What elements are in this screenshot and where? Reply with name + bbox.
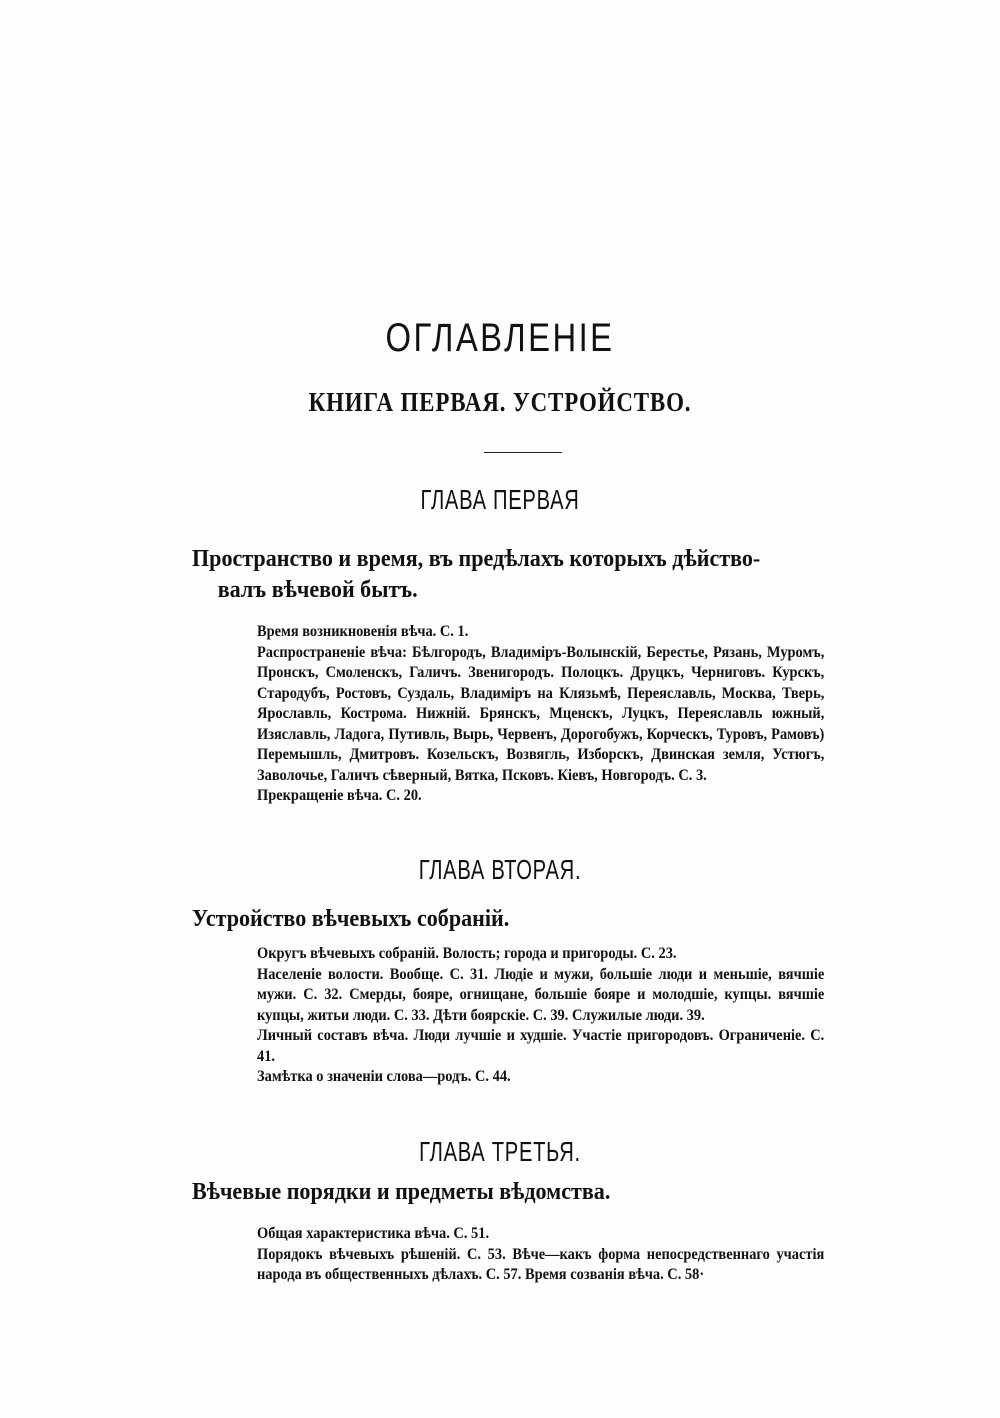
- toc-entry: Порядокъ вѣчевыхъ рѣшеній. С. 53. Вѣче—какъ форма непосредственнаго участія народа въ общественныхъ дѣлахъ. С. 57. Время созванія вѣча. С. 58·: [257, 1245, 825, 1283]
- chapter-heading: ГЛАВА ВТОРАЯ.: [418, 854, 582, 885]
- chapter-entries: [257, 622, 824, 807]
- divider: [484, 452, 562, 453]
- chapter-title-line: Устройство вѣчевыхъ собраній.: [192, 906, 510, 932]
- chapter-title-line: Вѣчевые порядки и предметы вѣдомства.: [192, 1179, 611, 1205]
- book-title: КНИГА ПЕРВАЯ. УСТРОЙСТВО.: [308, 387, 692, 417]
- chapter-title-line: Пространство и время, въ предѣлахъ которыхъ дѣйство-: [192, 546, 761, 572]
- toc-entry: Прекращеніе вѣча. С. 20.: [257, 787, 422, 804]
- chapter-heading: ГЛАВА ПЕРВАЯ: [420, 484, 580, 515]
- chapter-heading: ГЛАВА ТРЕТЬЯ.: [419, 1136, 581, 1167]
- chapter-title: [192, 1177, 818, 1208]
- chapter-entries: [257, 1224, 824, 1286]
- toc-entry: Время возникновенія вѣча. С. 1.: [257, 623, 469, 640]
- chapter-title: [192, 904, 818, 935]
- toc-entry: Общая характеристика вѣча. С. 51.: [257, 1225, 490, 1242]
- page-title: ОГЛАВЛЕНІЕ: [385, 316, 615, 360]
- toc-entry: Распространеніе вѣча: Бѣлгородъ, Владиміръ-Волынскій, Берестье, Рязань, Муромъ, Пронскъ, Смоленскъ, Галичъ. Звенигородъ. Полоцкъ. Друцкъ, Черниговъ. Курскъ, Стародубъ, Ростовъ, Суздаль, Владиміръ на Клязьмѣ, Переяславль, Москва, Тверь, Ярославль, Кострома. Нижній. Брянскъ, Мценскъ, Луцкъ, Переяславль южный, Изяславль, Ладога, Путивль, Вырь, Червенъ, Дорогобужъ, Корческъ, Туровъ, Рамовъ) Перемышль, Дмитровъ. Козельскъ, Возвягль, Изборскъ, Двинская земля, Устюгъ, Заволочье, Галичъ сѣверный, Вятка, Псковъ. Кіевъ, Новгородъ. С. 3.: [257, 643, 825, 784]
- toc-entry: Замѣтка о значеніи слова—родъ. С. 44.: [257, 1068, 511, 1085]
- toc-entry: Округъ вѣчевыхъ собраній. Волость; города и пригороды. С. 23.: [257, 945, 677, 962]
- toc-entry: Личный составъ вѣча. Люди лучшіе и худшіе. Участіе пригородовъ. Ограниченіе. С. 41.: [257, 1027, 825, 1065]
- chapter-entries: [257, 944, 824, 1088]
- chapter-title: [192, 544, 818, 606]
- chapter-title-line: валъ вѣчевой бытъ.: [217, 577, 418, 603]
- toc-entry: Населеніе волости. Вообще. С. 31. Людіе и мужи, большіе люди и меньшіе, вячшіе мужи. С. 32. Смерды, бояре, огнищане, большіе бояре и молодшіе, купцы. вячшіе купцы, житьи люди. С. 33. Дѣти боярскіе. С. 39. Служилые люди. 39.: [257, 965, 825, 1024]
